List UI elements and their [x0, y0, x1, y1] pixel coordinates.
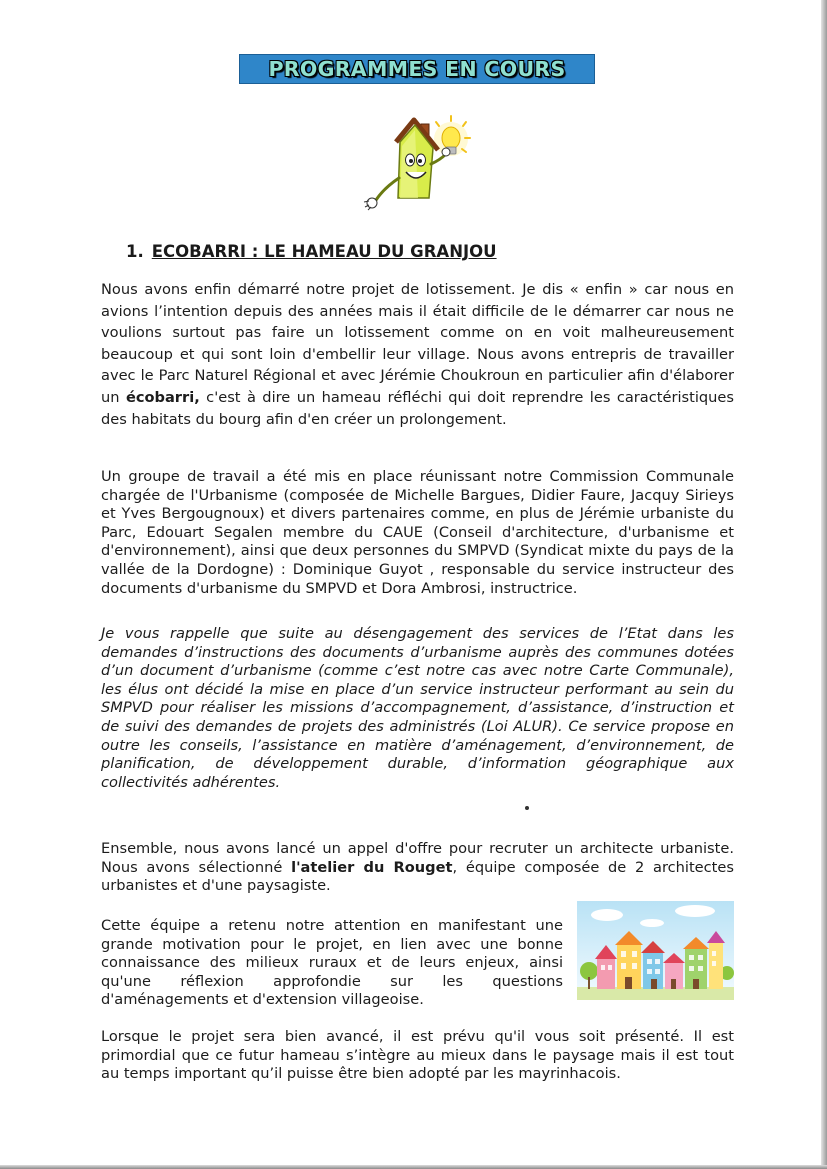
page-title-banner: PROGRAMMES EN COURS: [239, 54, 595, 84]
paragraph-architect-text: Ensemble, nous avons lancé un appel d'offre pour recruter un architecte urbaniste. Nous avons sélectionné: [101, 840, 734, 876]
paragraph-intro-text-end: c'est à dire un hameau réfléchi qui doit reprendre les caractéristiques des habitats du bourg afin d'en créer un prolongement.: [101, 388, 735, 428]
paragraph-intro: [101, 279, 734, 430]
section-number: 1.: [126, 242, 144, 261]
section-heading: [126, 242, 497, 261]
colorful-town-houses-icon: [577, 901, 734, 1000]
paragraph-working-group: Un groupe de travail a été mis en place réunissant notre Commission Communale chargée de l'Urbanisme (composée de Michelle Bargues, Didier Faure, Jacquy Sirieys et Yves Bergougnoux) et divers partenaires comme, en plus de Jérémie urbaniste du Parc, Edouart Segalen membre du CAUE (Conseil d'architecture, d'urbanisme et d'environnement), ainsi que deux personnes du SMPVD (Syndicat mixte du pays de la vallée de la Dordogne) : Dominique Guyot , responsable du service instructeur des documents d'urbanisme du SMPVD et Dora Ambrosi, instructrice.: [101, 468, 734, 597]
stray-dot: [525, 806, 529, 810]
paragraph-intro-text: Nous avons enfin démarré notre projet de lotissement. Je dis « enfin » car nous en avions l’intention depuis des années mais il était difficile de le démarrer car nous ne voulions surtout pas faire un lotissement comme on en voit malheureusement beaucoup et qui sont loin d'embellir leur village. Nous avons entrepris de travailler avec le Parc Naturel Régional et avec Jérémie Choukroun en particulier afin d'élaborer un: [101, 281, 734, 406]
paragraph-conclusion: Lorsque le projet sera bien avancé, il est prévu qu'il vous soit présenté. Il est primordial que ce futur hameau s’intègre au mieux dans le paysage mais il est tout au temps important qu’il puisse être bien adopté par les mayrinhacois.: [101, 1028, 734, 1083]
paragraph-architect-text-end: , équipe composée de 2 architectes urbanistes et d'une paysagiste.: [101, 858, 734, 895]
paragraph-reminder: Je vous rappelle que suite au désengagement des services de l’Etat dans les demandes d’instructions des documents d’urbanisme auprès des communes dotées d’un document d’urbanisme (comme c’est notre cas avec notre Carte Communale), les élus ont décidé la mise en place d’un service instructeur performant au sein du SMPVD pour réaliser les missions d’accompagnement, d’assistance, d’instruction et de suivi des demandes de projets des administrés (Loi ALUR). Ce service propose en outre les conseils, l’assistance en matière d’aménagement, d’environnement, de planification, de développement durable, d’information géographique aux collectivités adhérentes.: [101, 625, 734, 791]
page-bottom-edge: [0, 1165, 827, 1169]
paragraph-architect: [101, 840, 734, 896]
page-edge-shadow: [821, 0, 827, 1169]
atelier-name: l'atelier du Rouget: [291, 858, 453, 876]
ecobarri-term: écobarri,: [125, 388, 200, 406]
section-title: ECOBARRI : LE HAMEAU DU GRANJOU: [151, 242, 497, 261]
house-lightbulb-mascot-icon: [358, 112, 478, 212]
paragraph-team: Cette équipe a retenu notre attention en manifestant une grande motivation pour le projet, en lien avec une bonne connaissance des milieux ruraux et de leurs enjeux, ainsi qu'une réflexion approfondie sur les questions d'aménagements et d'extension villageoise.: [101, 917, 563, 1009]
